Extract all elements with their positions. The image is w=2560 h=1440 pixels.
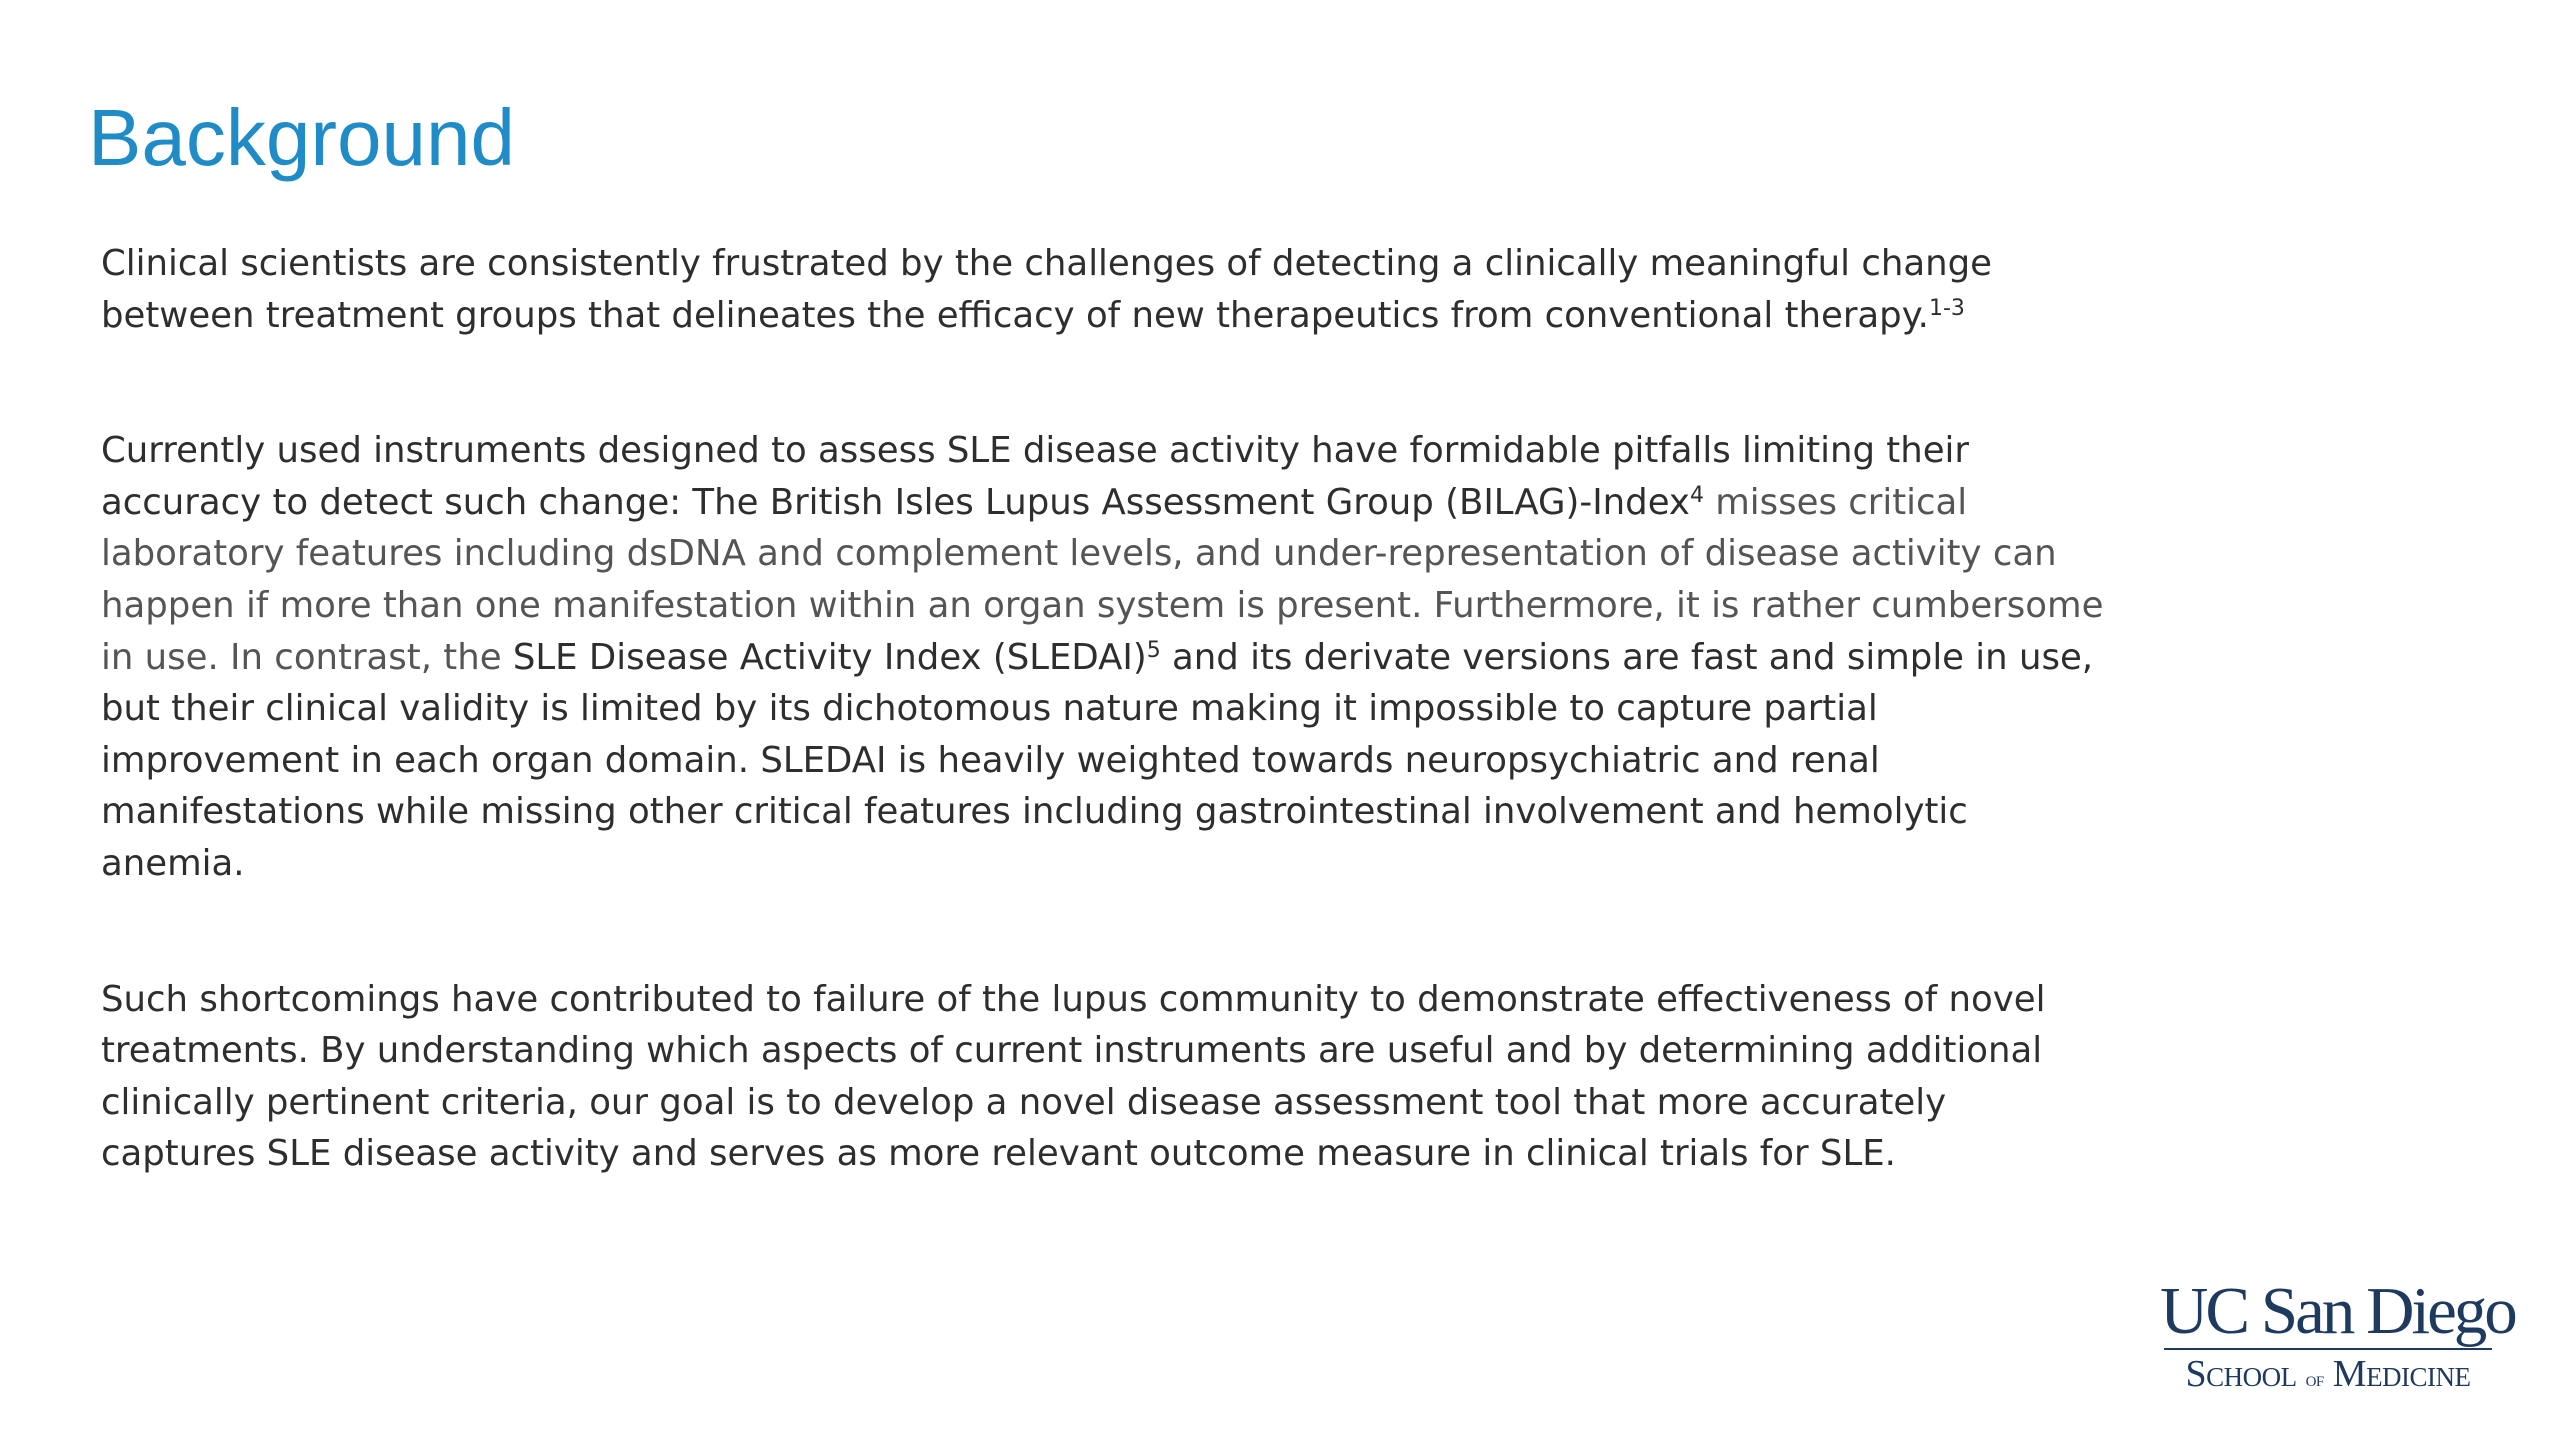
paragraph-2-sentence-4: and its derivate versions are fast and simple in use, but their clinical validity is limited by its dichotomous nature making it impossible to capture partial improvement in each organ domain. SLEDAI is heavily weighted towards neuropsychiatric and renal manifestations while missing other critical features including gastrointestinal involvement and hemolytic anemia. [101, 636, 2094, 884]
ucsd-school-of-medicine-logo [2160, 1274, 2515, 1395]
paragraph-2 [101, 425, 2111, 889]
logo-wordmark: UC San Diego [2160, 1274, 2515, 1348]
paragraph-2-sentence-3: SLE Disease Activity Index (SLEDAI) [501, 636, 1147, 678]
logo-subtitle [2160, 1355, 2496, 1393]
logo-subtitle-medicine: Medicine [2332, 1353, 2471, 1395]
paragraph-2-sentence-2: misses critical laboratory features including dsDNA and complement levels, and under-representation of disease activity can happen if more than one manifestation within an organ system is present. Furthermore, it is rather cumbersome in use. In contrast, the [101, 481, 2104, 678]
logo-divider [2164, 1348, 2492, 1350]
citation-1-3: 1-3 [1928, 295, 1965, 321]
paragraph-3-text: Such shortcomings have contributed to failure of the lupus community to demonstrate effectiveness of novel treatments. By understanding which aspects of current instruments are useful and by determining additional clinically pertinent criteria, our goal is to develop a novel disease assessment tool that more accurately captures SLE disease activity and serves as more relevant outcome measure in clinical trials for SLE. [101, 978, 2046, 1175]
slide-body [101, 238, 2111, 1180]
citation-5: 5 [1146, 637, 1161, 663]
paragraph-2-sentence-1: Currently used instruments designed to assess SLE disease activity have formidable pitfalls limiting their accuracy to detect such change: The British Isles Lupus Assessment Group (BILAG)-Index [101, 430, 1970, 523]
citation-4: 4 [1689, 482, 1704, 508]
paragraph-1 [101, 238, 2111, 341]
slide-title: Background [88, 93, 515, 182]
paragraph-3 [101, 974, 2111, 1180]
paragraph-1-text: Clinical scientists are consistently frustrated by the challenges of detecting a clinically meaningful change between treatment groups that delineates the efficacy of new therapeutics from conventional therapy. [101, 243, 1992, 336]
logo-subtitle-school: School [2185, 1353, 2297, 1395]
logo-subtitle-of: of [2305, 1366, 2324, 1391]
